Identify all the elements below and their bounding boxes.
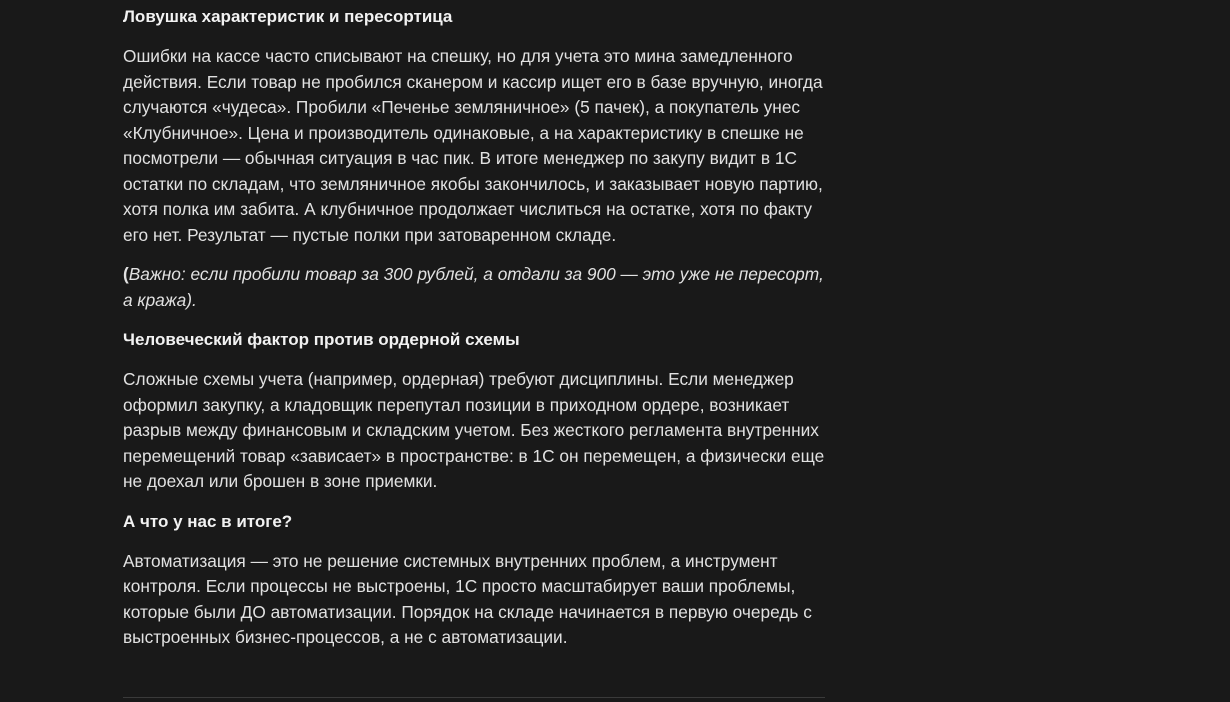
note-text: Важно: если пробили товар за 300 рублей, а отдали за 900 — это уже не пересорт, а кража).: [123, 264, 824, 310]
section-divider: [123, 697, 825, 698]
paragraph-characteristics: Ошибки на кассе часто списывают на спешку, но для учета это мина замедленного действия. Если товар не пробился сканером и кассир ищет его в базе вручную, иногда случаются «чудеса». Пробили «Печенье земляничное» (5 пачек), а покупатель унес «Клубничное». Цена и производитель одинаковые, а на характеристику в спешке не посмотрели — обычная ситуация в час пик. В итоге менеджер по закупу видит в 1С остатки по складам, что земляничное якобы закончилось, и заказывает новую партию, хотя полка им забита. А клубничное продолжает числиться на остатке, хотя по факту его нет. Результат — пустые полки при затоваренном складе.: [123, 46, 823, 245]
important-note: [123, 262, 825, 313]
paragraph-human-factor: Сложные схемы учета (например, ордерная) требуют дисциплины. Если менеджер оформил закупку, а кладовщик перепутал позиции в приходном ордере, возникает разрыв между финансовым и складским учетом. Без жесткого регламента внутренних перемещений товар «зависает» в пространстве: в 1С он перемещен, а физически еще не доехал или брошен в зоне приемки.: [123, 369, 825, 491]
section-heading-characteristics: Ловушка характеристик и пересортица: [123, 7, 453, 26]
section-heading-summary: А что у нас в итоге?: [123, 511, 293, 531]
article-body: [123, 4, 825, 651]
paragraph-summary: Автоматизация — это не решение системных внутренних проблем, а инструмент контроля. Если процессы не выстроены, 1С просто масштабирует ваши проблемы, которые были ДО автоматизации. Порядок на складе начинается в первую очередь с выстроенных бизнес-процессов, а не с автоматизации.: [123, 550, 812, 647]
section-heading-human-factor: Человеческий фактор против ордерной схемы: [123, 330, 520, 349]
note-open-paren: (: [123, 264, 129, 284]
